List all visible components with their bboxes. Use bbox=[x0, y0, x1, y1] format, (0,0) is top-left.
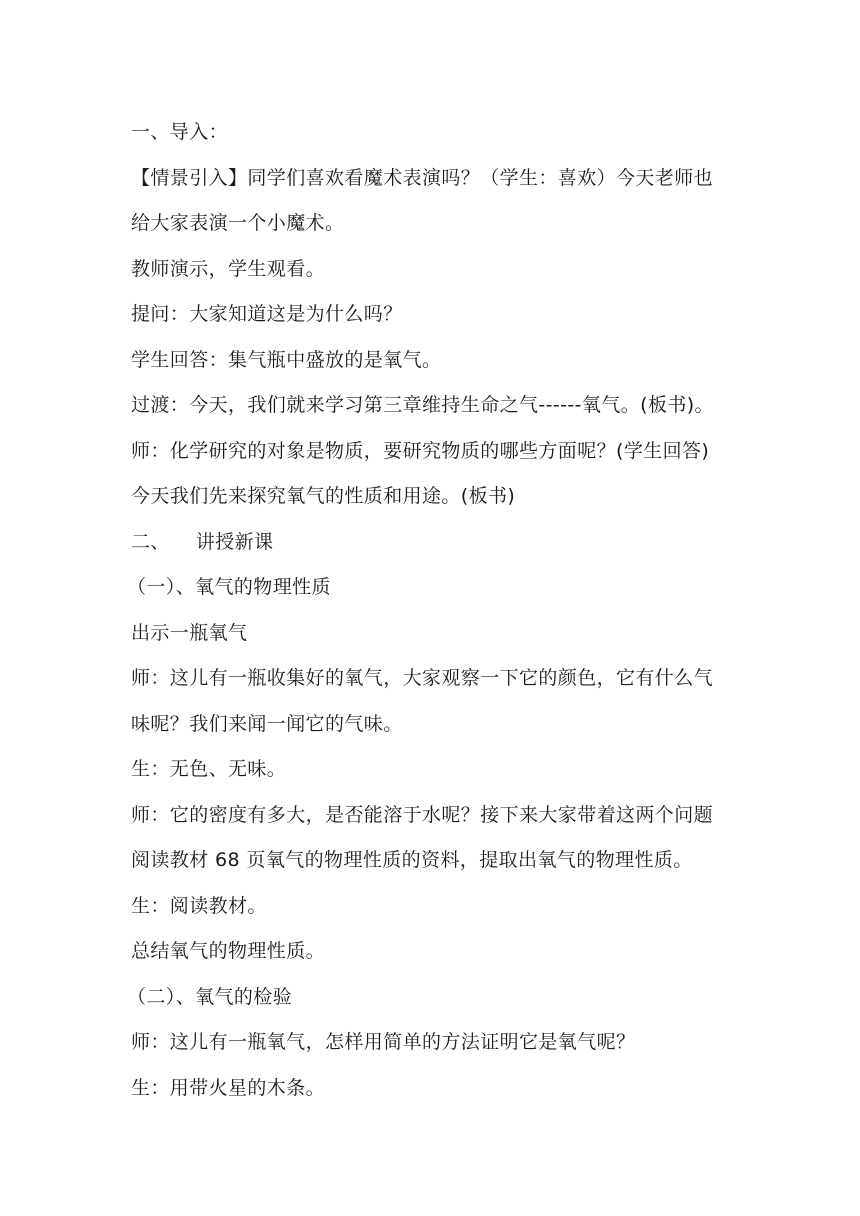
section-number: 二、 bbox=[131, 530, 170, 553]
heading-introduction: 一、导入： bbox=[131, 121, 229, 143]
paragraph-line: 生：用带火星的木条。 bbox=[131, 1076, 326, 1099]
paragraph-line: 师：它的密度有多大，是否能溶于水呢？接下来大家带着这两个问题 bbox=[131, 803, 714, 826]
paragraph-line: 学生回答：集气瓶中盛放的是氧气。 bbox=[131, 348, 442, 371]
paragraph-line: 味呢？我们来闻一闻它的气味。 bbox=[131, 712, 403, 735]
paragraph-line: 生：无色、无味。 bbox=[131, 758, 287, 780]
document-body bbox=[127, 110, 731, 1111]
paragraph-line: 给大家表演一个小魔术。 bbox=[131, 212, 345, 234]
heading-new-lesson bbox=[131, 520, 731, 566]
paragraph-line: 生：阅读教材。 bbox=[131, 894, 267, 917]
paragraph-line: 师：这儿有一瓶氧气，怎样用简单的方法证明它是氧气呢？ bbox=[131, 1031, 636, 1053]
paragraph-line: 师：化学研究的对象是物质，要研究物质的哪些方面呢？(学生回答) bbox=[131, 439, 710, 462]
paragraph-line: 教师演示，学生观看。 bbox=[131, 257, 326, 280]
subheading-oxygen-test: （二）、氧气的检验 bbox=[127, 985, 293, 1008]
paragraph-line: 提问：大家知道这是为什么吗？ bbox=[131, 303, 403, 325]
paragraph-line: 师：这儿有一瓶收集好的氧气，大家观察一下它的颜色，它有什么气 bbox=[131, 667, 714, 689]
paragraph-line: 出示一瓶氧气 bbox=[131, 621, 248, 644]
paragraph-line: 过渡：今天，我们就来学习第三章维持生命之气------氧气。(板书)。 bbox=[131, 394, 714, 416]
paragraph-line: 【情景引入】同学们喜欢看魔术表演吗？（学生：喜欢）今天老师也 bbox=[131, 166, 714, 189]
paragraph-line: 阅读教材 68 页氧气的物理性质的资料，提取出氧气的物理性质。 bbox=[131, 849, 693, 871]
paragraph-line: 总结氧气的物理性质。 bbox=[131, 940, 326, 962]
paragraph-line: 今天我们先来探究氧气的性质和用途。(板书) bbox=[131, 485, 516, 507]
subheading-physical-properties: （一）、氧气的物理性质 bbox=[127, 576, 331, 598]
section-title: 讲授新课 bbox=[195, 530, 274, 553]
